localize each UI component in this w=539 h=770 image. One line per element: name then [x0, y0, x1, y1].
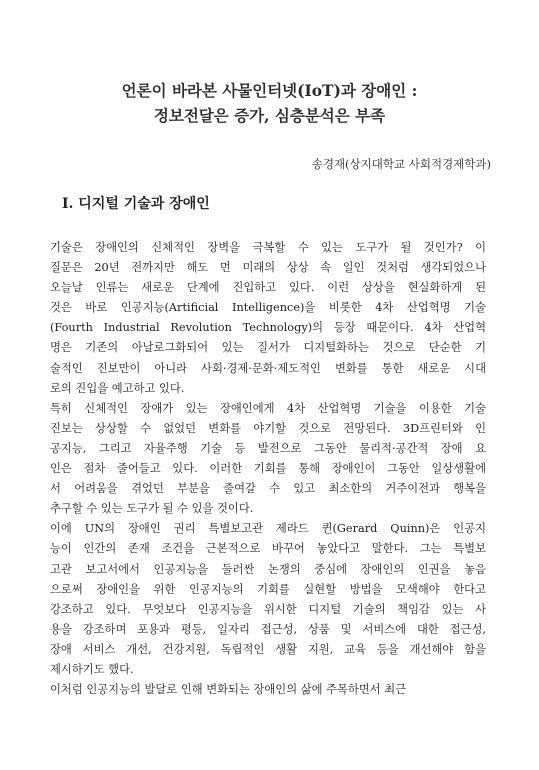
- body-line: 인은 점차 줄어들고 있다. 이러한 기회를 통해 장애인이 그동안 일상생활에: [50, 462, 486, 476]
- body-line: 추구할 수 있는 도구가 될 수 있을 것이다.: [50, 502, 254, 516]
- body-line: 특히 신체적인 장애가 있는 장애인에게 4차 산업혁명 기술을 이용한 기술: [50, 401, 486, 415]
- body-line: 장애 서비스 개선, 건강지원, 독립적인 생활 지원, 교육 등을 개선해야 함을: [50, 642, 486, 656]
- body-line: 이에 UN의 장애인 권리 특별보고관 제라드 퀸(Gerard Quinn)은 인공지: [50, 522, 486, 536]
- body-line: (Fourth Industrial Revolution Technology)의 등장 때문이다. 4차 산업혁: [50, 321, 486, 335]
- body-line: 강조하고 있다. 무엇보다 인공지능을 위시한 디지털 기술의 책임감 있는 사: [50, 602, 486, 616]
- body-line: 질문은 20년 전까지만 해도 먼 미래의 상상 속 일인 것처럼 생각되었으나: [50, 261, 486, 275]
- body-line: 서 어려움을 겪었던 부분을 줄여갈 수 있고 최소한의 거주이전과 행복을: [50, 482, 486, 496]
- body-line: 제시하기도 했다.: [50, 662, 134, 676]
- body-line: 로의 진입을 예고하고 있다.: [50, 381, 185, 395]
- body-line: 용을 강조하며 포용과 평등, 일자리 접근성, 상품 및 서비스에 대한 접근성,: [50, 622, 486, 636]
- body-line: 것은 바로 인공지능(Artificial Intelligence)을 비롯한 4차 산업혁명 기술: [50, 301, 486, 315]
- body-line: 오늘날 인류는 새로운 단계에 진입하고 있다. 이런 상상을 현실화하게 된: [50, 281, 486, 295]
- section-heading: Ⅰ. 디지털 기술과 장애인: [62, 196, 210, 212]
- author-affiliation: 송경재(상지대학교 사회적경제학과): [311, 157, 491, 171]
- body-line: 능이 인간의 존재 조건을 근본적으로 바꾸어 놓았다고 말한다. 그는 특별보: [50, 542, 486, 556]
- body-line: 고관 보고서에서 인공지능을 둘러싼 논쟁의 중심에 장애인의 인권을 놓음: [50, 562, 486, 576]
- body-line: 이처럼 인공지능의 발달로 인해 변화되는 장애인의 삶에 주목하면서 최근: [50, 683, 407, 697]
- title-line-2: 정보전달은 증가, 심층분석은 부족: [153, 106, 386, 125]
- document-title: [0, 78, 539, 128]
- title-line-1: 언론이 바라본 사물인터넷(IoT)과 장애인 :: [121, 81, 418, 100]
- body-line: 진보는 상상할 수 없었던 변화를 야기할 것으로 전망된다. 3D프린터와 인: [50, 421, 486, 435]
- body-line: 명은 기존의 아날로그화되어 있는 질서가 디지털화하는 것으로 단순한 기: [50, 341, 486, 355]
- body-line: 기술은 장애인의 신체적인 장벽을 극복할 수 있는 도구가 될 것인가? 이: [50, 241, 486, 254]
- body-line: 공지능, 그리고 자율주행 기술 등 발전으로 그동안 물리적·공간적 장애 요: [50, 441, 486, 455]
- body-line: 으로써 장애인을 위한 인공지능의 기회를 실현할 방법을 모색해야 한다고: [50, 582, 486, 596]
- body-text: [50, 238, 486, 700]
- body-line: 술적인 진보만이 아니라 사회·경제·문화·제도적인 변화를 통한 새로운 시대: [50, 361, 486, 375]
